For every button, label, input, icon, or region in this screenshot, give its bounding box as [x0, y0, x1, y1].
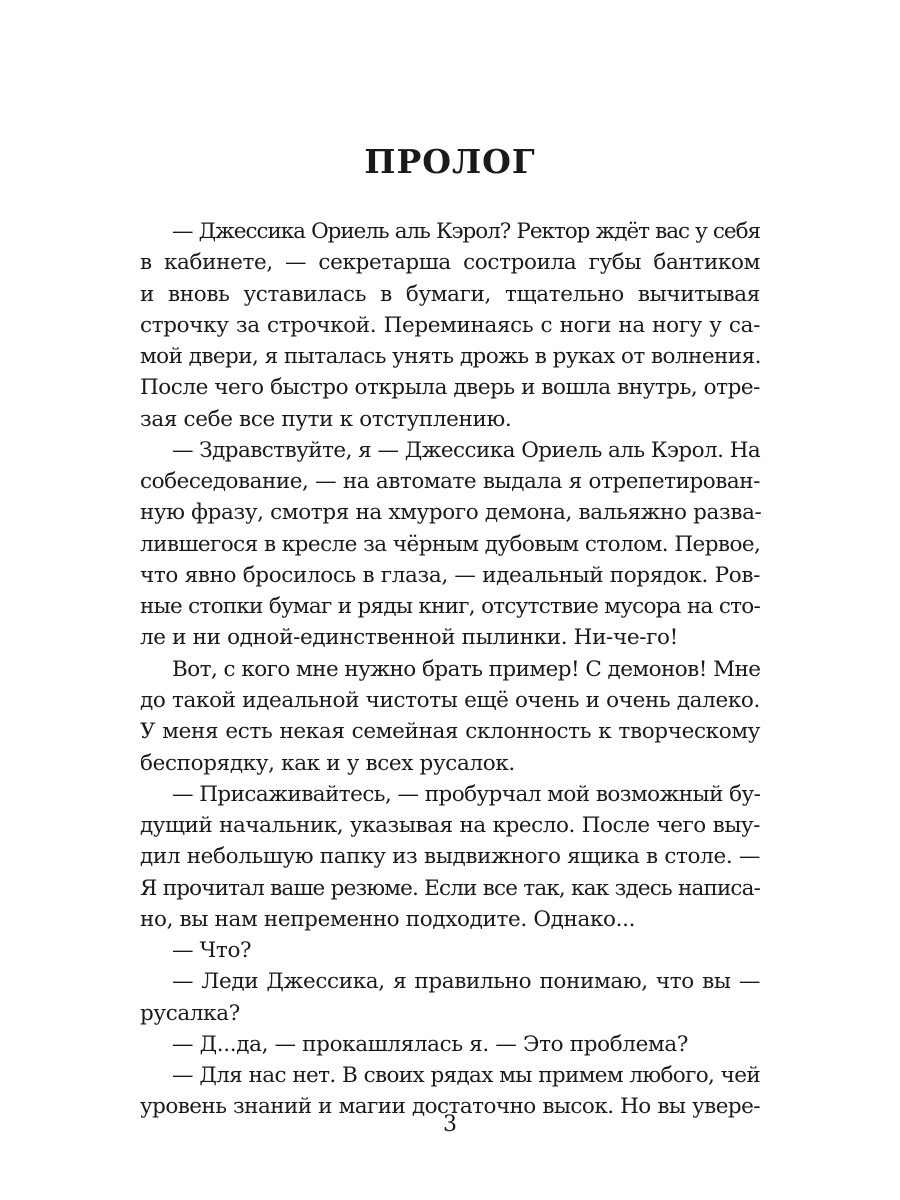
text-line: что явно бросилось в глаза, — идеальный порядок. Ров- [140, 562, 760, 588]
text-line: ле и ни одной-единственной пылинки. Ни-че-го! [140, 625, 678, 651]
text-line: — Для нас нет. В своих рядах мы примем любого, чей [172, 1063, 760, 1089]
text-line: Я прочитал ваше резюме. Если все так, как здесь написа- [140, 875, 760, 901]
text-line: строчку за строчкой. Переминаясь с ноги на ногу у са- [140, 312, 760, 338]
text-line: — Что? [172, 938, 252, 964]
text-line: После чего быстро открыла дверь и вошла внутрь, отре- [140, 375, 760, 401]
text-line: русалка? [140, 1000, 240, 1026]
text-line: но, вы нам непременно подходите. Однако... [140, 906, 636, 932]
text-line: — Здравствуйте, я — Джессика Ориель аль Кэрол. На [172, 437, 761, 463]
page-number: 3 [443, 1112, 457, 1137]
text-line: ную фразу, смотря на хмурого демона, вальяжно разва- [140, 500, 762, 526]
text-line: уровень знаний и магии достаточно высок. Но вы увере- [140, 1094, 760, 1120]
text-line: лившегося в кресле за чёрным дубовым столом. Первое, [140, 531, 761, 557]
text-line: — Д...да, — прокашлялась я. — Это проблема? [172, 1031, 689, 1057]
text-line: — Джессика Ориель аль Кэрол? Ректор ждёт вас у себя [172, 219, 760, 244]
text-line: дущий начальник, указывая на кресло. После чего выу- [140, 813, 760, 839]
text-line: и вновь уставилась в бумаги, тщательно вычитывая [140, 281, 760, 307]
text-line: собеседование, — на автомате выдала я отрепетирован- [140, 469, 760, 495]
text-line: мой двери, я пыталась унять дрожь в руках от волнения. [140, 344, 761, 370]
body-text [140, 216, 760, 1123]
text-line: — Присаживайтесь, — пробурчал мой возможный бу- [172, 781, 761, 807]
text-line: до такой идеальной чистоты ещё очень и очень далеко. [140, 687, 760, 713]
text-line: ные стопки бумаг и ряды книг, отсутствие мусора на сто- [140, 594, 760, 620]
text-line: беспорядку, как и у всех русалок. [140, 750, 515, 776]
text-line: дил небольшую папку из выдвижного ящика в столе. — [140, 844, 760, 870]
text-line: в кабинете, — секретарша состроила губы бантиком [140, 250, 760, 276]
chapter-title: ПРОЛОГ [364, 142, 536, 181]
text-line: Вот, с кого мне нужно брать пример! С демонов! Мне [172, 656, 761, 682]
text-line: У меня есть некая семейная склонность к творческому [140, 719, 760, 745]
text-line: зая себе все пути к отступлению. [140, 406, 512, 432]
text-line: — Леди Джессика, я правильно понимаю, что вы — [172, 969, 760, 995]
